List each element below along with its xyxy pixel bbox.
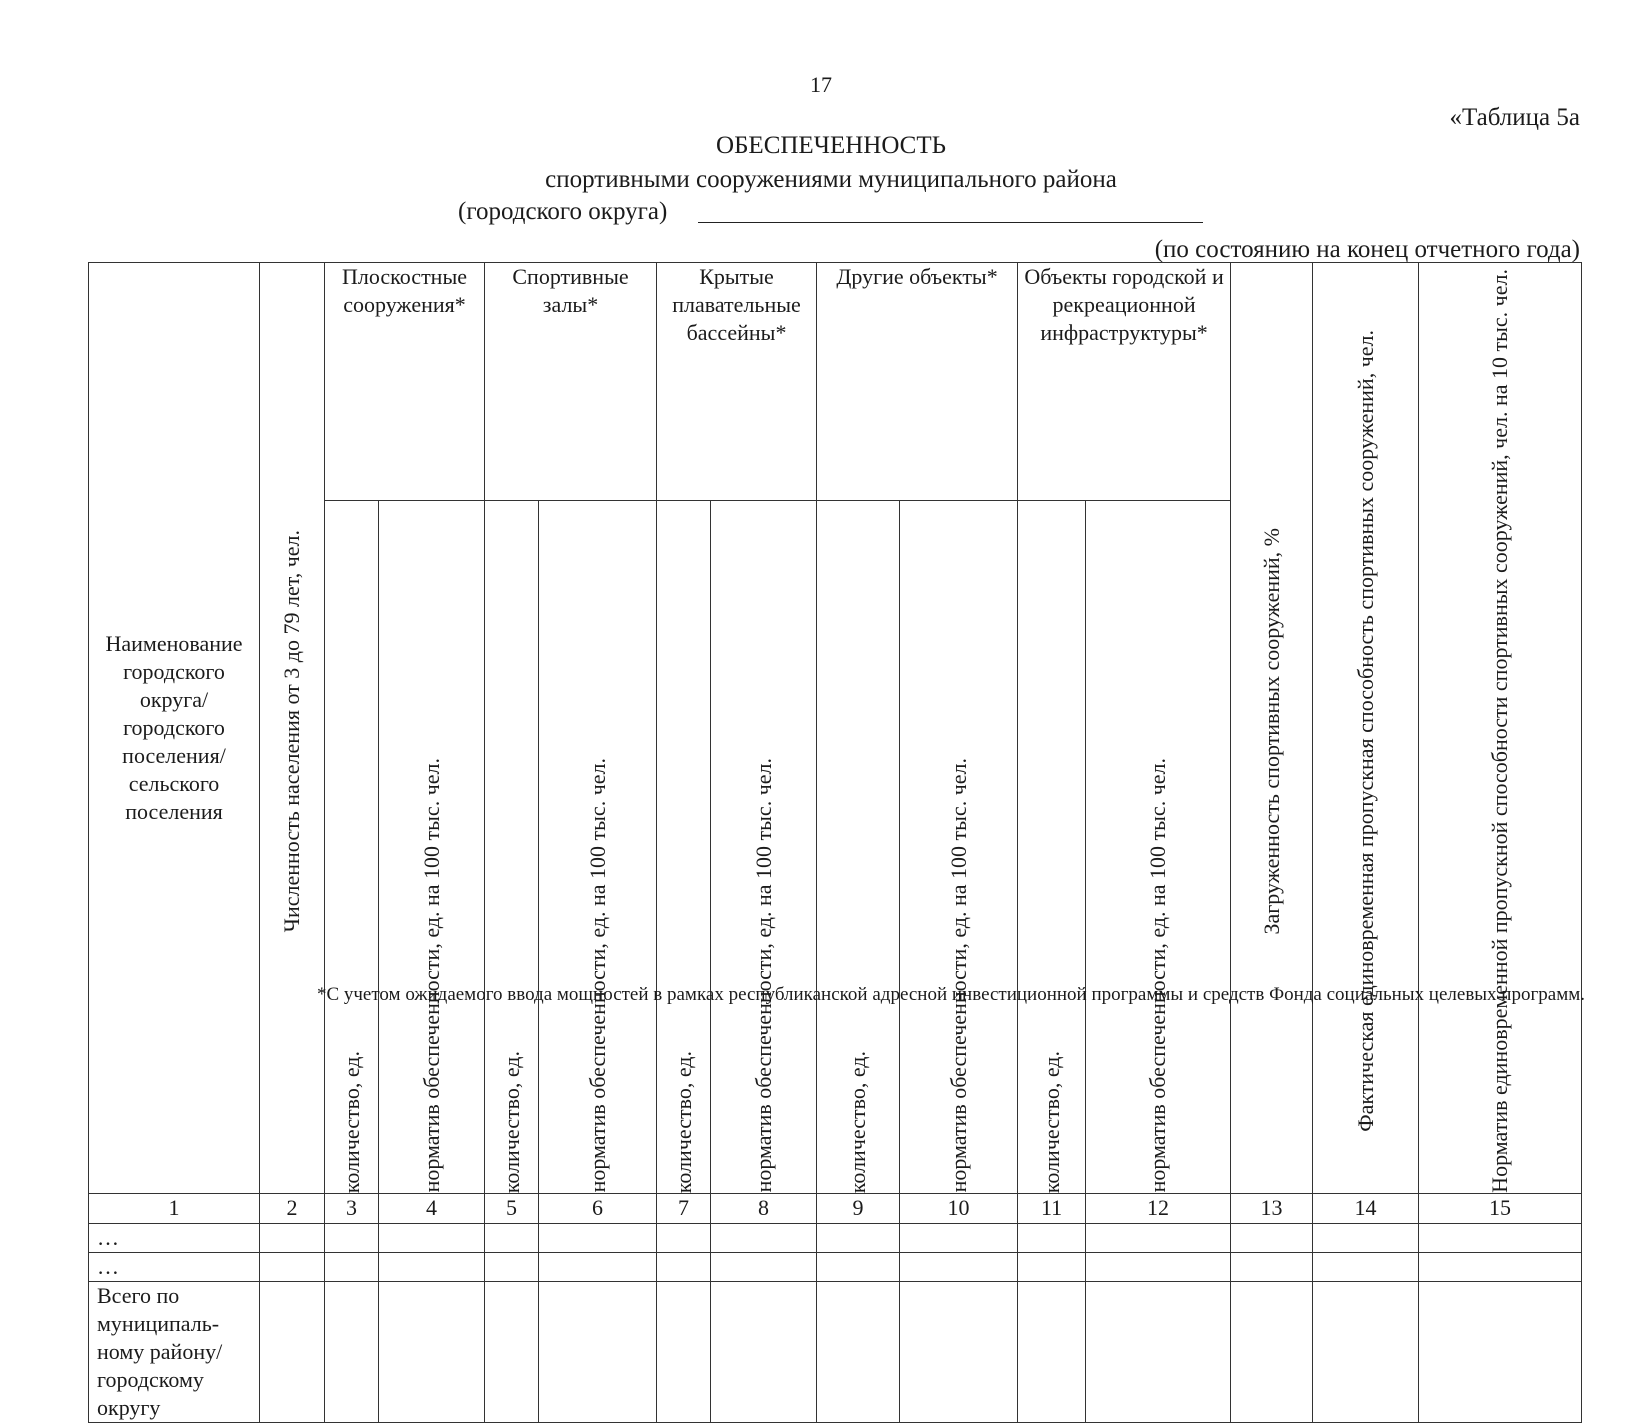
column-number: 15 (1419, 1193, 1582, 1223)
total-row (89, 1281, 1582, 1422)
column-number: 1 (89, 1193, 260, 1223)
column-number: 6 (539, 1193, 657, 1223)
header-group-other: Другие объекты* (817, 263, 1018, 501)
provision-table (88, 262, 1582, 1423)
column-number: 11 (1018, 1193, 1086, 1223)
header-other-quantity: количество, ед. (817, 501, 900, 1193)
header-norm-capacity-text: Норматив единовременной пропускной способности спортивных сооружений, чел. на 10 тыс. чел. (1487, 269, 1513, 1193)
row-name: … (89, 1252, 260, 1281)
page-number: 17 (810, 72, 832, 97)
header-population (260, 263, 325, 1194)
header-actual-capacity (1313, 263, 1419, 1194)
column-number: 4 (379, 1193, 485, 1223)
header-load (1231, 263, 1313, 1194)
header-population-text: Численность населения от 3 до 79 лет, чел. (279, 529, 304, 933)
column-number: 5 (485, 1193, 539, 1223)
header-name: Наименование городского округа/ городского поселения/ сельского поселения (89, 263, 260, 1194)
header-norm-capacity (1419, 263, 1582, 1194)
header-group-pools: Крытые плавательные бассейны* (657, 263, 817, 501)
table-row (89, 1252, 1582, 1281)
header-halls-norm: норматив обеспеченности, ед. на 100 тыс. чел. (539, 501, 657, 1193)
row-name: … (89, 1223, 260, 1252)
header-pools-quantity: количество, ед. (657, 501, 711, 1193)
document-subtitle: спортивными сооружениями муниципального района (545, 166, 1117, 193)
header-group-flat: Плоскостные сооружения* (325, 263, 485, 501)
header-flat-norm: норматив обеспеченности, ед. на 100 тыс. чел. (379, 501, 485, 1193)
table-label: «Таблица 5а (1449, 104, 1580, 131)
column-number: 2 (260, 1193, 325, 1223)
document-subtitle-district: (городского округа) (458, 198, 668, 225)
column-number: 14 (1313, 1193, 1419, 1223)
header-group-urban: Объекты городской и рекреационной инфраструктуры* (1018, 263, 1231, 501)
header-urban-quantity: количество, ед. (1018, 501, 1086, 1193)
table-row (89, 1223, 1582, 1252)
column-number: 12 (1086, 1193, 1231, 1223)
footnote: *С учетом ожидаемого ввода мощностей в рамках республиканской адресной инвестиционной программы и средств Фонда социальных целевых программ. (316, 984, 1585, 1005)
column-number: 3 (325, 1193, 379, 1223)
header-group-halls: Спортивные залы* (485, 263, 657, 501)
header-urban-norm: норматив обеспеченности, ед. на 100 тыс. чел. (1086, 501, 1231, 1193)
header-halls-quantity: количество, ед. (485, 501, 539, 1193)
header-row-groups (89, 263, 1582, 501)
header-flat-quantity: количество, ед. (325, 501, 379, 1193)
column-number: 10 (900, 1193, 1018, 1223)
blank-fill-line (698, 222, 1203, 223)
column-number: 13 (1231, 1193, 1313, 1223)
total-row-label: Всего по муниципаль-ному району/ городскому округу (89, 1281, 260, 1422)
column-number: 9 (817, 1193, 900, 1223)
column-number: 7 (657, 1193, 711, 1223)
header-pools-norm: норматив обеспеченности, ед. на 100 тыс. чел. (711, 501, 817, 1193)
column-numbers-row (89, 1193, 1582, 1223)
header-other-norm: норматив обеспеченности, ед. на 100 тыс. чел. (900, 501, 1018, 1193)
document-title: ОБЕСПЕЧЕННОСТЬ (716, 132, 946, 159)
status-note: (по состоянию на конец отчетного года) (1154, 236, 1580, 263)
column-number: 8 (711, 1193, 817, 1223)
header-actual-capacity-text: Фактическая единовременная пропускная способность спортивных сооружений, чел. (1352, 330, 1378, 1132)
header-load-text: Загруженность спортивных сооружений, % (1258, 527, 1284, 935)
